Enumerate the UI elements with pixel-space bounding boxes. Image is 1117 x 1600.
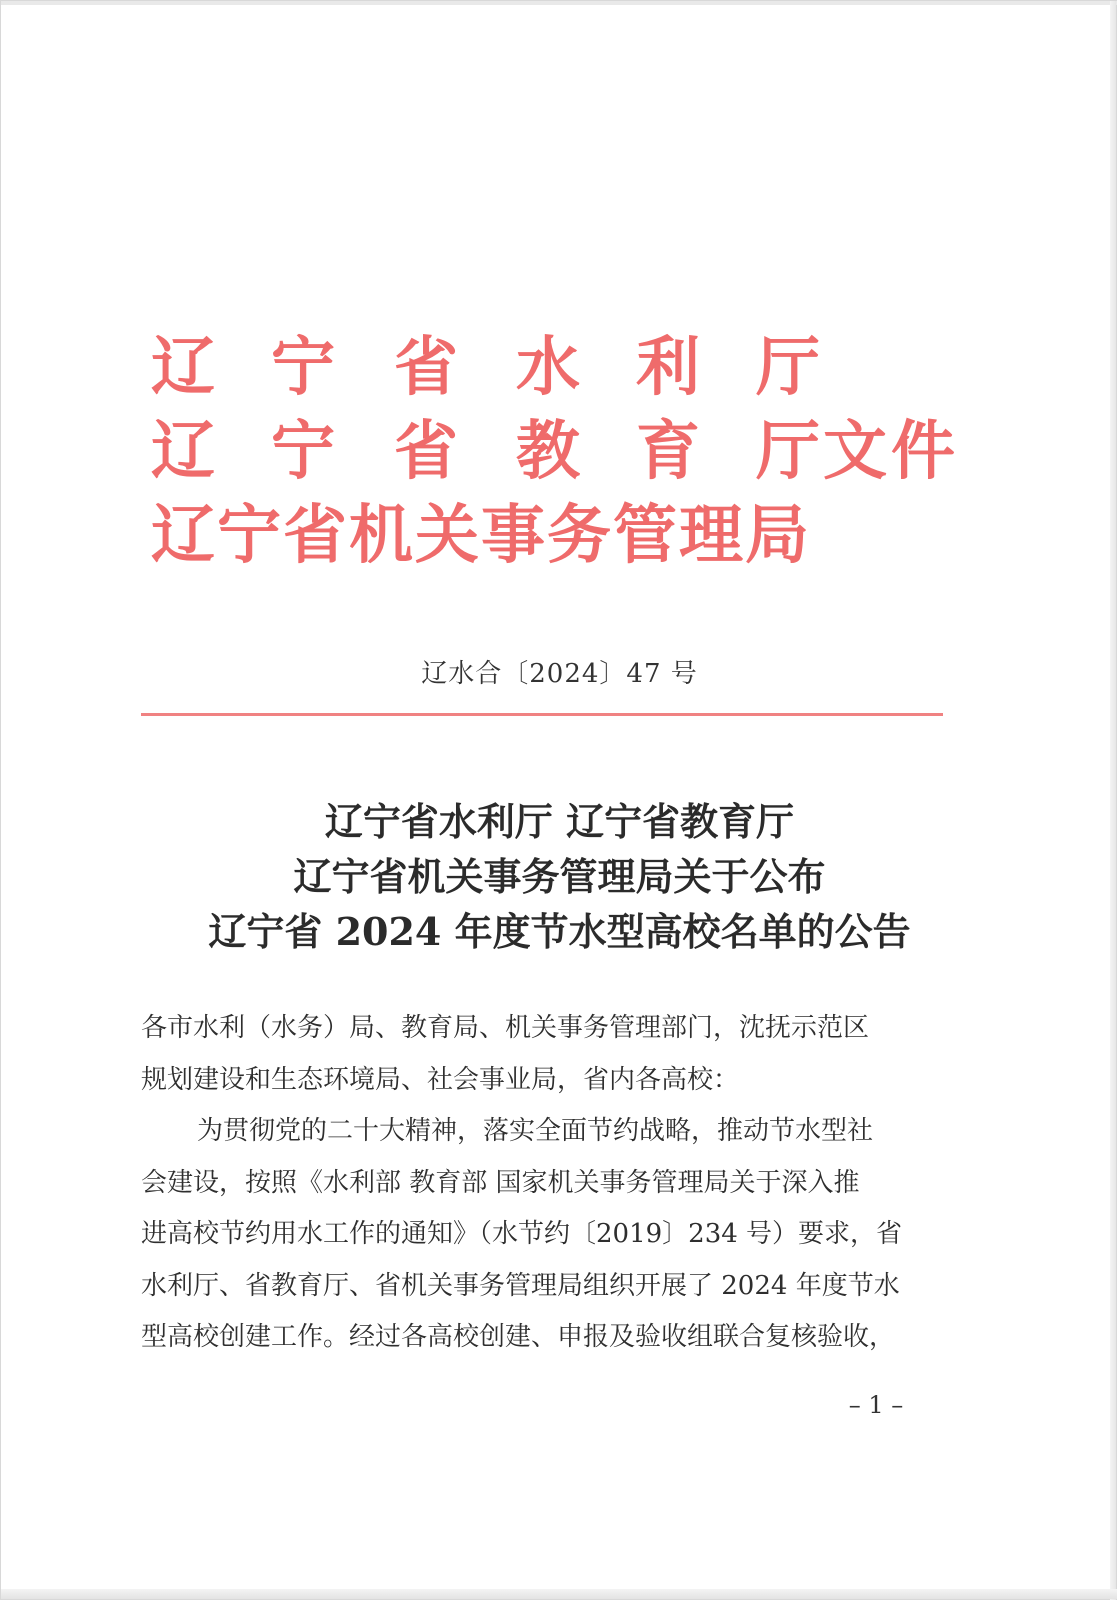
body-line-addressee-2: 规划建设和生态环境局、社会事业局，省内各高校： [141,1064,740,1095]
red-masthead [151,326,981,578]
page-top-edge [1,1,1117,5]
document-body [141,1003,961,1364]
masthead-char: 厅 [756,330,820,405]
masthead-row-education [151,410,981,494]
masthead-char: 省 [394,414,458,489]
masthead-char: 育 [636,414,700,489]
document-title [1,794,1117,959]
body-line-addressee-1: 各市水利（水务）局、教育局、机关事务管理部门，沈抚示范区 [141,1013,870,1043]
body-line: 进高校节约用水工作的通知》（水节约〔2019〕234 号）要求，省 [141,1219,903,1249]
masthead-row-water-resources [151,326,981,410]
masthead-char: 宁 [271,414,335,489]
title-line-1: 辽宁省水利厅 辽宁省教育厅 [324,799,795,844]
document-number: 辽水合〔2024〕47 号 [421,659,698,689]
body-line-paragraph-start: 为贯彻党的二十大精神，落实全面节约战略，推动节水型社 [197,1116,874,1146]
masthead-char: 教 [516,414,580,489]
page-number: – 1 – [848,1391,904,1419]
title-line-3: 辽宁省 2024 年度节水型高校名单的公告 [208,909,911,954]
body-line: 型高校创建工作。经过各高校创建、申报及验收组联合复核验收， [141,1322,896,1352]
body-line: 会建设，按照《水利部 教育部 国家机关事务管理局关于深入推 [141,1167,860,1198]
masthead-row-affairs-bureau: 辽宁省机关事务管理局 [151,498,811,573]
body-line: 水利厅、省教育厅、省机关事务管理局组织开展了 2024 年度节水 [141,1270,900,1301]
masthead-char: 辽 [151,414,215,489]
masthead-char: 水 [516,330,580,405]
title-line-2: 辽宁省机关事务管理局关于公布 [293,854,826,899]
masthead-char: 利 [636,330,700,405]
masthead-char: 文 [823,414,887,489]
masthead-char: 辽 [151,330,215,405]
page-bottom-edge [1,1589,1117,1599]
masthead-char: 厅 [756,414,820,489]
masthead-char: 省 [394,330,458,405]
red-divider-line [141,713,943,716]
masthead-char: 件 [891,414,955,489]
masthead-char: 宁 [271,330,335,405]
